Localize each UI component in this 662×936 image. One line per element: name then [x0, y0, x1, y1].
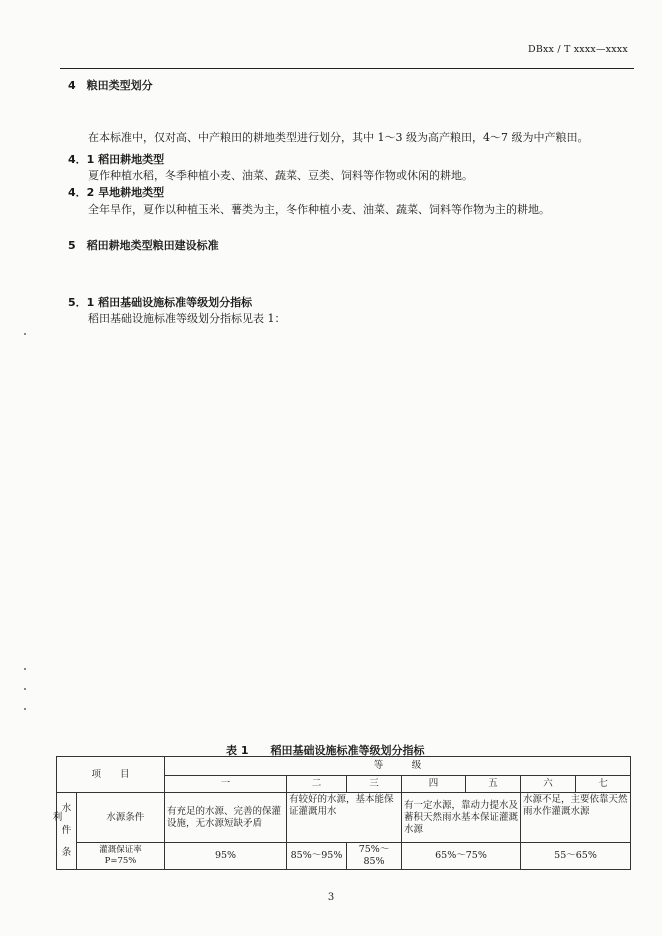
- section-4-1-title: 4．1 稻田耕地类型: [68, 153, 165, 166]
- grade-5: 五: [466, 776, 521, 793]
- cell-rate-3: 75%～85%: [347, 843, 402, 870]
- section-4-intro: 在本标准中，仅对高、中产粮田的耕地类型进行划分，其中 1～3 级为高产粮田，4～7 级为中产粮田。: [88, 131, 589, 144]
- section-5-title: 5 稻田耕地类型粮田建设标准: [68, 239, 219, 252]
- cell-grade-1: 有充足的水源、完善的保灌设施，无水源短缺矛盾: [165, 793, 287, 843]
- scan-mark: [24, 708, 26, 710]
- item-header: 项 目: [57, 757, 165, 793]
- grade-1: 一: [165, 776, 287, 793]
- row-label-irrigation-rate: 灌溉保证率 P=75%: [77, 843, 165, 870]
- standard-code: DBxx / T xxxx—xxxx: [528, 44, 628, 55]
- group-label: 水 件 条: [57, 793, 77, 870]
- section-4-2-text: 全年旱作，夏作以种植玉米、薯类为主，冬作种植小麦、油菜、蔬菜、饲料等作物为主的耕地。: [88, 203, 550, 216]
- section-5-1-title: 5．1 稻田基础设施标准等级划分指标: [68, 296, 253, 309]
- cell-grade-2-3: 有较好的水源，基本能保证灌溉用水: [287, 793, 402, 843]
- table-row: [57, 843, 631, 870]
- grade-4: 四: [402, 776, 466, 793]
- cell-grade-4-5: 有一定水源，靠动力提水及蓄积天然雨水基本保证灌溉水源: [402, 793, 521, 843]
- scan-mark: [24, 668, 26, 670]
- group-label-li: 利: [52, 811, 63, 823]
- page-number: 3: [327, 892, 335, 903]
- scan-mark: [24, 688, 26, 690]
- cell-grade-6-7: 水源不足，主要依靠天然雨水作灌溉水源: [521, 793, 631, 843]
- grade-3: 三: [347, 776, 402, 793]
- cell-rate-2: 85%～95%: [287, 843, 347, 870]
- cell-rate-1: 95%: [165, 843, 287, 870]
- section-5-1-text: 稻田基础设施标准等级划分指标见表 1：: [88, 312, 286, 325]
- cell-rate-6-7: 55～65%: [521, 843, 631, 870]
- grading-table: [52, 756, 631, 870]
- table-row: [57, 793, 631, 843]
- section-4-1-text: 夏作种植水稻，冬季种植小麦、油菜、蔬菜、豆类、饲料等作物或休闲的耕地。: [88, 169, 473, 182]
- grade-7: 七: [576, 776, 631, 793]
- grade-6: 六: [521, 776, 576, 793]
- header-rule: [60, 68, 634, 69]
- section-4-2-title: 4．2 旱地耕地类型: [68, 186, 165, 199]
- table-caption: 表 1 稻田基础设施标准等级划分指标: [226, 744, 425, 757]
- section-4-title: 4 粮田类型划分: [68, 79, 153, 92]
- grade-2: 二: [287, 776, 347, 793]
- grade-header: 等 级: [165, 757, 631, 776]
- row-label-water-source: 利 水源条件: [77, 793, 165, 843]
- scan-mark: [24, 333, 26, 335]
- cell-rate-4-5: 65%～75%: [402, 843, 521, 870]
